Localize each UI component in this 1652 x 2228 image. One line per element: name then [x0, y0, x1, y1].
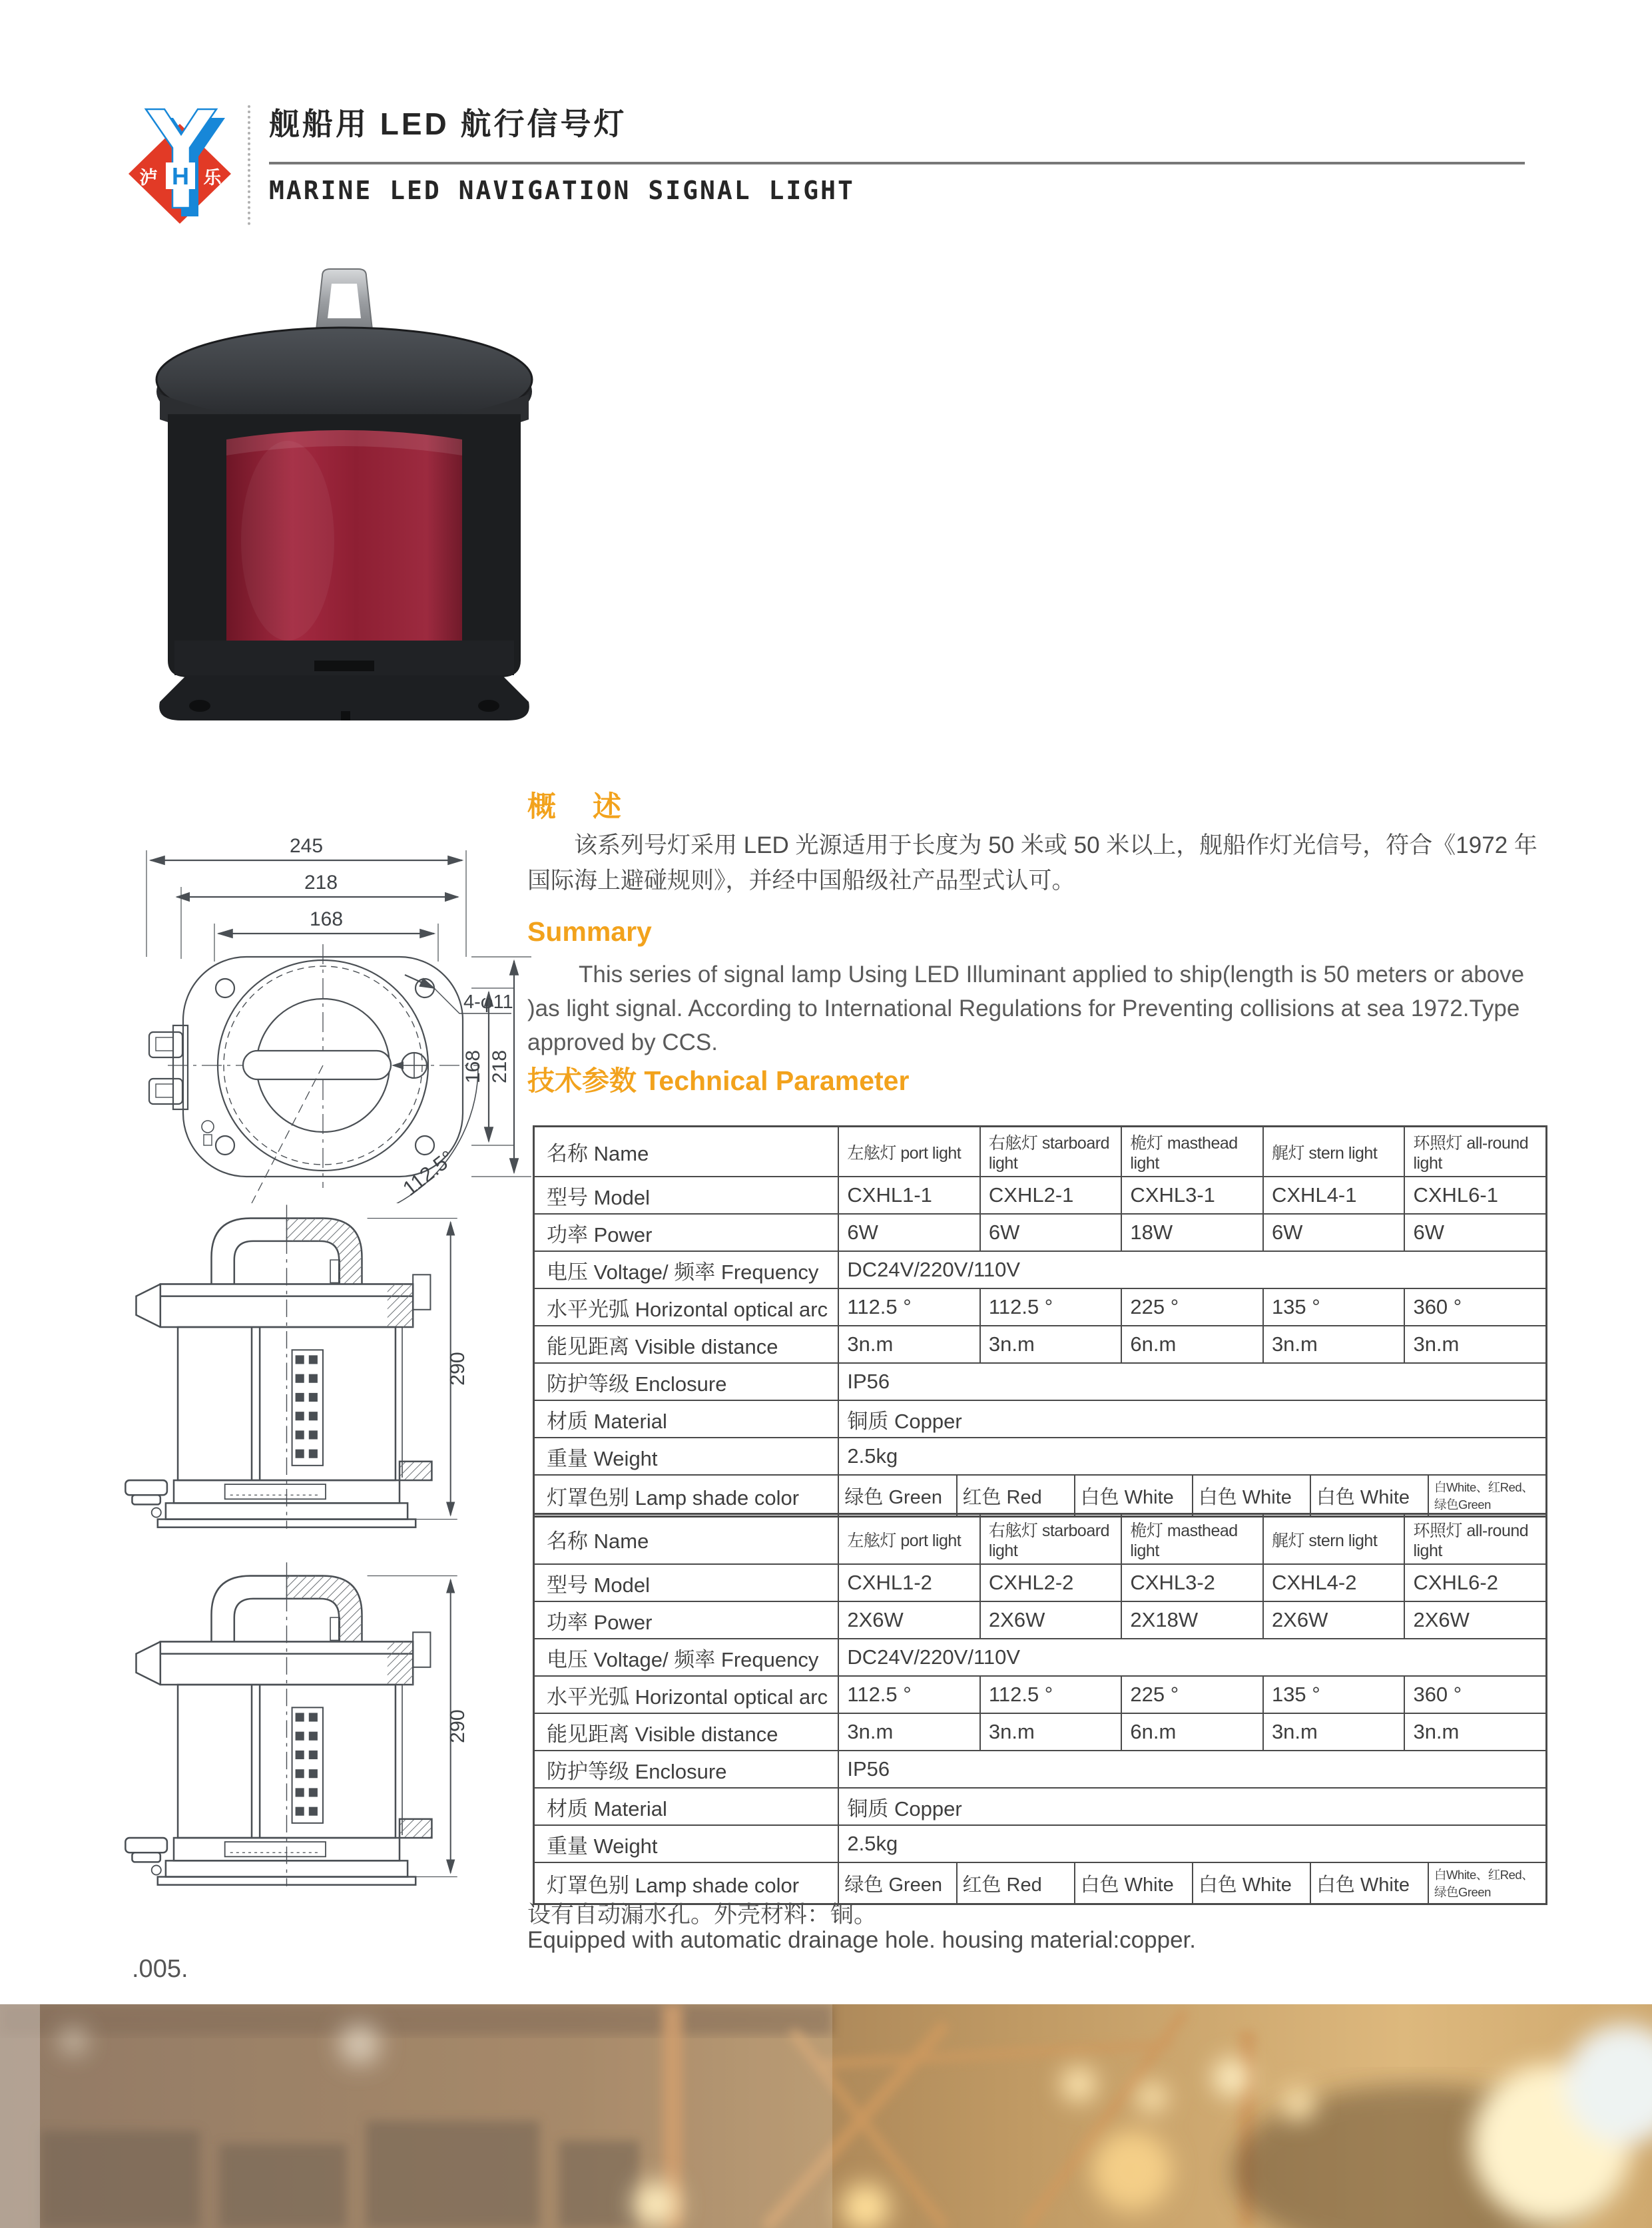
spec-value: 6W: [1262, 1215, 1404, 1251]
spec-value: 白色 White: [1310, 1476, 1428, 1516]
column-header: 桅灯 masthead light: [1121, 1515, 1262, 1563]
drawing-top-view: [107, 814, 536, 1203]
dim-168: 168: [309, 908, 344, 930]
row-label: 灯罩色别 Lamp shade color: [547, 1873, 800, 1897]
spec-value: 135 °: [1262, 1677, 1404, 1713]
table-row: [535, 1789, 1545, 1826]
row-label: 功率 Power: [547, 1610, 653, 1634]
spec-value: 6W: [1404, 1215, 1545, 1251]
row-label: 防护等级 Enclosure: [547, 1759, 727, 1783]
row-label: 能见距离 Visible distance: [547, 1334, 778, 1358]
dim-angle: 112.5°: [398, 1145, 459, 1201]
header-rule: [269, 162, 1525, 164]
spec-value: CXHL1-1: [838, 1177, 979, 1213]
table-row: [535, 1401, 1545, 1438]
dim-v218: 218: [489, 1049, 511, 1084]
row-label: 型号 Model: [547, 1185, 651, 1209]
dim-290: 290: [446, 1709, 469, 1743]
row-label: 名称 Name: [547, 1530, 649, 1553]
drawing-side-view-2: [99, 1553, 475, 1889]
column-header: 环照灯 all-round light: [1404, 1515, 1545, 1563]
note-zh: 设有自动漏水孔。外壳材料：铜。: [527, 1902, 878, 1928]
table-row: [535, 1127, 1545, 1177]
spec-value: 360 °: [1404, 1289, 1545, 1325]
table-row: [535, 1364, 1545, 1401]
spec-table-single: [533, 1125, 1547, 1518]
table-row: [535, 1289, 1545, 1326]
spec-value: CXHL1-2: [838, 1565, 979, 1601]
spec-value: 3n.m: [1262, 1326, 1404, 1362]
spec-value: 6n.m: [1121, 1714, 1262, 1750]
spec-value: 360 °: [1404, 1677, 1545, 1713]
page-title-en: MARINE LED NAVIGATION SIGNAL LIGHT: [269, 176, 855, 205]
dim-v168: 168: [462, 1049, 484, 1084]
row-label: 名称 Name: [547, 1142, 649, 1165]
spec-value: 225 °: [1121, 1677, 1262, 1713]
spec-value: CXHL6-2: [1404, 1565, 1545, 1601]
spec-value: 白色 White: [1074, 1476, 1192, 1516]
spec-value: 3n.m: [838, 1326, 979, 1362]
company-logo: [123, 104, 236, 225]
table-row: [535, 1215, 1545, 1252]
spec-value: 绿色 Green: [838, 1476, 956, 1516]
column-header: 艉灯 stern light: [1262, 1127, 1404, 1176]
note-en: Equipped with automatic drainage hole. housing material:copper.: [527, 1927, 1196, 1953]
spec-value: 135 °: [1262, 1289, 1404, 1325]
table-row: [535, 1252, 1545, 1289]
spec-value: 6n.m: [1121, 1326, 1262, 1362]
spec-value: CXHL2-1: [979, 1177, 1121, 1213]
table-row: [535, 1714, 1545, 1751]
spec-value: 3n.m: [1404, 1714, 1545, 1750]
summary-body: This series of signal lamp Using LED Illuminant applied to ship(length is 50 meters or above )as light signal. According to International Regulations for Preventing collisions at sea 1972.Type approved by CCS.: [527, 962, 1525, 1055]
spec-value: IP56: [838, 1364, 1545, 1400]
summary-heading: Summary: [527, 916, 652, 947]
row-label: 水平光弧 Horizontal optical arc: [547, 1685, 828, 1709]
logo-left-char: 泸: [139, 168, 158, 188]
spec-value: 白色 White: [1192, 1863, 1310, 1903]
spec-value: 6W: [979, 1215, 1121, 1251]
row-label: 灯罩色别 Lamp shade color: [547, 1486, 800, 1510]
spec-value: DC24V/220V/110V: [838, 1252, 1545, 1288]
table-row: [535, 1677, 1545, 1714]
spec-value: 3n.m: [1404, 1326, 1545, 1362]
row-label: 水平光弧 Horizontal optical arc: [547, 1297, 828, 1321]
overview-heading-zh: 概 述: [527, 791, 625, 823]
spec-value: 112.5 °: [979, 1677, 1121, 1713]
row-label: 能见距离 Visible distance: [547, 1722, 778, 1746]
row-label: 材质 Material: [547, 1409, 667, 1433]
dim-290: 290: [446, 1352, 469, 1386]
spec-value: 白色 White: [1074, 1863, 1192, 1903]
spec-value: 白White、红Red、绿色Green: [1428, 1476, 1545, 1516]
technical-parameter-heading: 技术参数 Technical Parameter: [527, 1065, 910, 1096]
spec-value: CXHL2-2: [979, 1565, 1121, 1601]
table-row: [535, 1177, 1545, 1215]
spec-value: 2X18W: [1121, 1602, 1262, 1638]
spec-value: 3n.m: [979, 1326, 1121, 1362]
dim-245: 245: [289, 835, 324, 857]
spec-value: 白色 White: [1192, 1476, 1310, 1516]
row-label: 重量 Weight: [547, 1446, 658, 1470]
page-number: .005.: [132, 1955, 188, 1983]
row-label: 材质 Material: [547, 1797, 667, 1820]
table-row: [535, 1438, 1545, 1476]
spec-value: 铜质 Copper: [838, 1789, 1545, 1824]
spec-value: CXHL6-1: [1404, 1177, 1545, 1213]
spec-value: 绿色 Green: [838, 1863, 956, 1903]
column-header: 右舷灯 starboard light: [979, 1515, 1121, 1563]
spec-value: 6W: [838, 1215, 979, 1251]
spec-value: 3n.m: [838, 1714, 979, 1750]
spec-value: 18W: [1121, 1215, 1262, 1251]
table-row: [535, 1565, 1545, 1602]
row-label: 防护等级 Enclosure: [547, 1372, 727, 1396]
overview-body-zh: 该系列号灯采用 LED 光源适用于长度为 50 米或 50 米以上，舰船作灯光信号，符合《1972 年国际海上避碰规则》，并经中国船级社产品型式认可。: [527, 832, 1537, 894]
row-label: 电压 Voltage/ 频率 Frequency: [547, 1647, 819, 1671]
page-title-zh: 舰船用 LED 航行信号灯: [269, 107, 627, 141]
row-label: 重量 Weight: [547, 1834, 658, 1858]
spec-table-double: [533, 1513, 1547, 1905]
column-header: 右舷灯 starboard light: [979, 1127, 1121, 1176]
spec-value: CXHL3-2: [1121, 1565, 1262, 1601]
drawing-side-view-1: [99, 1195, 475, 1532]
spec-value: 2.5kg: [838, 1826, 1545, 1862]
spec-value: 红色 Red: [956, 1863, 1074, 1903]
spec-value: 2X6W: [979, 1602, 1121, 1638]
spec-value: 2X6W: [1262, 1602, 1404, 1638]
column-header: 艉灯 stern light: [1262, 1515, 1404, 1563]
spec-value: 红色 Red: [956, 1476, 1074, 1516]
row-label: 功率 Power: [547, 1223, 653, 1247]
row-label: 型号 Model: [547, 1573, 651, 1597]
column-header: 左舷灯 port light: [838, 1515, 979, 1563]
harbour-photo: [0, 2004, 1652, 2228]
spec-value: CXHL3-1: [1121, 1177, 1262, 1213]
table-row: [535, 1326, 1545, 1364]
table-row: [535, 1602, 1545, 1639]
column-header: 环照灯 all-round light: [1404, 1127, 1545, 1176]
column-header: 左舷灯 port light: [838, 1127, 979, 1176]
spec-value: CXHL4-2: [1262, 1565, 1404, 1601]
spec-value: CXHL4-1: [1262, 1177, 1404, 1213]
table-row: [535, 1476, 1545, 1516]
table-row: [535, 1751, 1545, 1789]
spec-value: 2X6W: [1404, 1602, 1545, 1638]
spec-value: 3n.m: [979, 1714, 1121, 1750]
logo-right-char: 乐: [203, 168, 222, 188]
table-row: [535, 1515, 1545, 1565]
table-row: [535, 1826, 1545, 1863]
row-label: 电压 Voltage/ 频率 Frequency: [547, 1260, 819, 1284]
spec-value: 112.5 °: [979, 1289, 1121, 1325]
spec-value: 225 °: [1121, 1289, 1262, 1325]
header-divider: [248, 105, 250, 225]
spec-value: 白White、红Red、绿色Green: [1428, 1863, 1545, 1903]
spec-value: 112.5 °: [838, 1289, 979, 1325]
spec-value: 112.5 °: [838, 1677, 979, 1713]
spec-value: 白色 White: [1310, 1863, 1428, 1903]
spec-value: DC24V/220V/110V: [838, 1639, 1545, 1675]
logo-letter: H: [172, 162, 189, 190]
spec-value: 3n.m: [1262, 1714, 1404, 1750]
dim-218: 218: [304, 872, 338, 894]
spec-value: IP56: [838, 1751, 1545, 1787]
table-row: [535, 1639, 1545, 1677]
spec-value: 2.5kg: [838, 1438, 1545, 1474]
spec-value: 铜质 Copper: [838, 1401, 1545, 1437]
dim-holes: 4-φ11: [463, 991, 513, 1013]
product-photo: [148, 261, 541, 727]
spec-value: 2X6W: [838, 1602, 979, 1638]
column-header: 桅灯 masthead light: [1121, 1127, 1262, 1176]
